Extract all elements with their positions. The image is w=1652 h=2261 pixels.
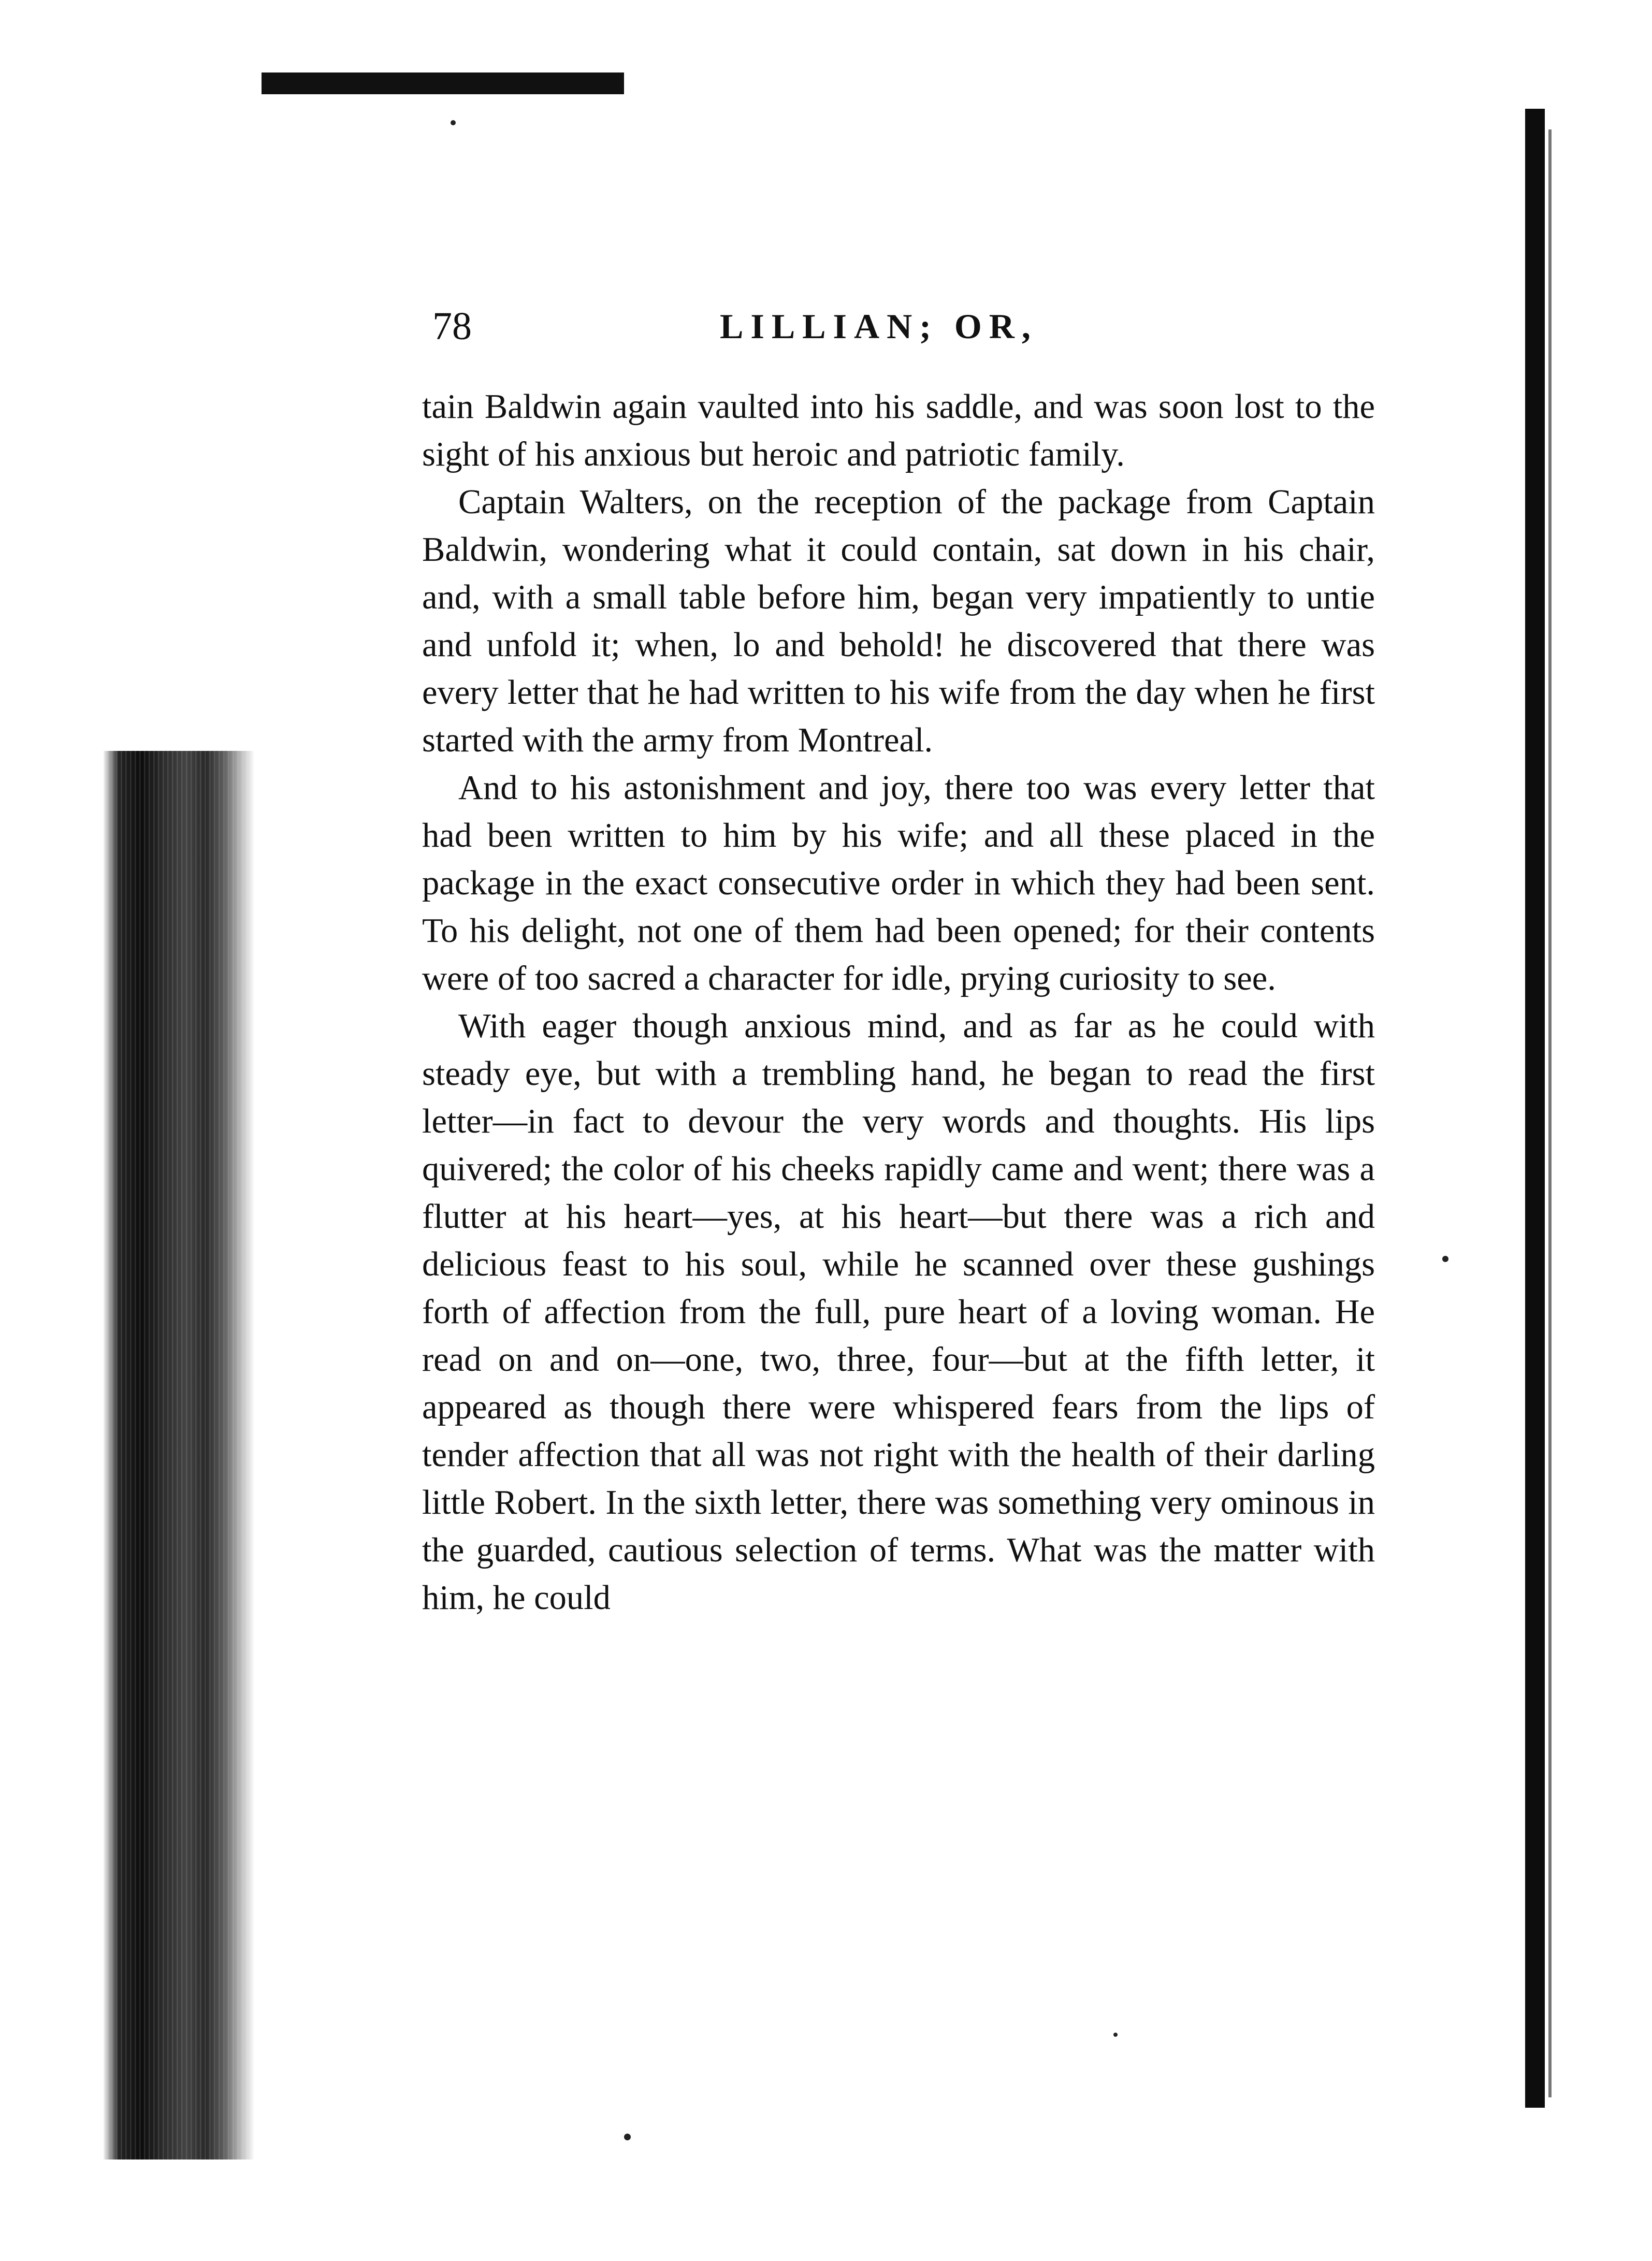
scan-right-edge-line	[1548, 129, 1552, 2097]
scan-binding-shadow	[104, 751, 254, 2159]
paragraph: And to his astonishment and joy, there too was every letter that had been written to him by his wife; and all these placed in the package in the exact consecutive order in which they had been sent. To his delight, not one of them had been opened; for their contents were of too sacred a character for idle, prying curiosity to see.	[422, 769, 1375, 997]
scan-top-bar	[262, 73, 624, 94]
page-number: 78	[432, 305, 472, 348]
scan-speck	[1113, 2033, 1118, 2037]
scan-speck	[1442, 1256, 1448, 1262]
scan-speck	[624, 2134, 631, 2140]
paragraph: tain Baldwin again vaulted into his saddle, and was soon lost to the sight of his anxious but heroic and patriotic family.	[422, 388, 1375, 473]
paragraph: Captain Walters, on the reception of the package from Captain Baldwin, wondering what it could contain, sat down in his chair, and, with a small table before him, began very impatiently to untie and unfold it; when, lo and behold! he discovered that there was every letter that he had written to his wife from the day when he first started with the army from Montreal.	[422, 483, 1375, 759]
body-text	[422, 383, 1375, 1622]
page-header	[432, 300, 1365, 357]
scan-speck	[451, 120, 456, 125]
paragraph: With eager though anxious mind, and as far as he could with steady eye, but with a trembling hand, he began to read the first letter—in fact to devour the very words and thoughts. His lips quivered; the color of his cheeks rapidly came and went; there was a flutter at his heart—yes, at his heart—but there was a rich and delicious feast to his soul, while he scanned over these gushings forth of affection from the full, pure heart of a loving woman. He read on and on—one, two, three, four—but at the fifth letter, it appeared as though there were whispered fears from the lips of tender affection that all was not right with the health of their darling little Robert. In the sixth letter, there was something very ominous in the guarded, cautious selection of terms. What was the matter with him, he could	[422, 1007, 1375, 1617]
scan-right-edge	[1525, 109, 1545, 2108]
running-head: LILLIAN; OR,	[720, 307, 1038, 346]
